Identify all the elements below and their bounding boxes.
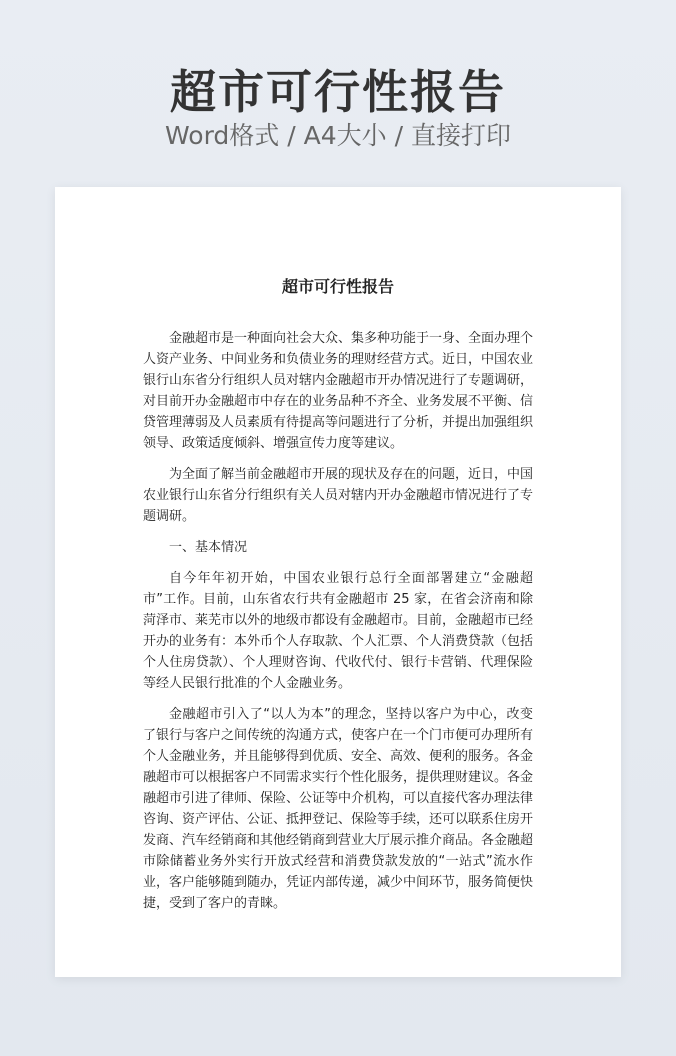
- page-subtitle: Word格式 / A4大小 / 直接打印: [165, 121, 511, 150]
- page-title: 超市可行性报告: [170, 65, 506, 119]
- section-heading-basic-info: 一、基本情况: [169, 540, 248, 555]
- paragraph-intro: 金融超市是一种面向社会大众、集多种功能于一身、全面办理个人资产业务、中间业务和负债业务的理财经营方式。近日，中国农业银行山东省分行组织人员对辖内金融超市开办情况进行了专题调研，对目前开办金融超市中存在的业务品种不齐全、业务发展不平衡、信贷管理薄弱及人员素质有待提高等问题进行了分析，并提出加强组织领导、政策适度倾斜、增强宣传力度等建议。: [143, 331, 534, 451]
- paragraph-purpose: 为全面了解当前金融超市开展的现状及存在的问题，近日，中国农业银行山东省分行组织有关人员对辖内开办金融超市情况进行了专题调研。: [143, 467, 534, 524]
- document-page: [55, 187, 621, 977]
- document-title: 超市可行性报告: [281, 277, 394, 296]
- document-body: [143, 328, 533, 924]
- paragraph-service-concept: 金融超市引入了“以人为本”的理念，坚持以客户为中心，改变了银行与客户之间传统的沟通方式，使客户在一个门市便可办理所有个人金融业务，并且能够得到优质、安全、高效、便利的服务。各金融超市可以根据客户不同需求实行个性化服务，提供理财建议。各金融超市引进了律师、保险、公证等中介机构，可以直接代客办理法律咨询、资产评估、公证、抵押登记、保险等手续，还可以联系住房开发商、汽车经销商和其他经销商到营业大厅展示推介商品。各金融超市除储蓄业务外实行开放式经营和消费贷款发放的“一站式”流水作业，客户能够随到随办，凭证内部传递，减少中间环节，服务简便快捷，受到了客户的青睐。: [143, 707, 534, 911]
- paragraph-basic-info: 自今年年初开始，中国农业银行总行全面部署建立“金融超市”工作。目前，山东省农行共有金融超市 25 家，在省会济南和除菏泽市、莱芜市以外的地级市都设有金融超市。目前，金融超市已经开办的业务有：本外币个人存取款、个人汇票、个人消费贷款（包括个人住房贷款）、个人理财咨询、代收代付、银行卡营销、代理保险等经人民银行批准的个人金融业务。: [143, 571, 534, 691]
